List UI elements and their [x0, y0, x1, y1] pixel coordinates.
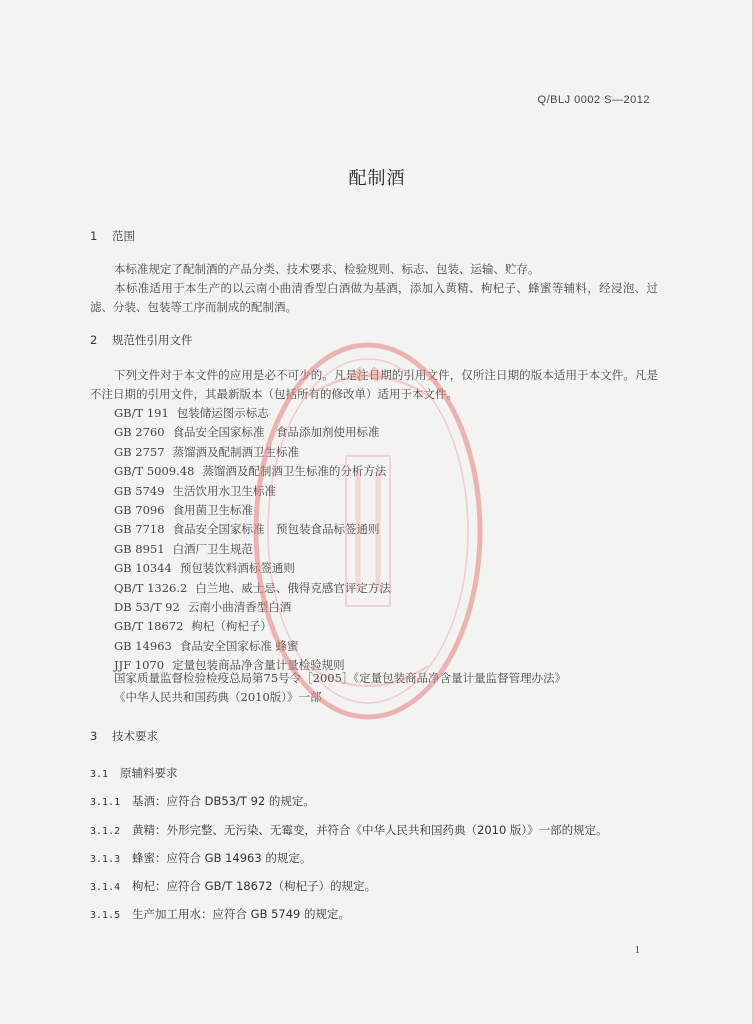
clause-text: 枸杞：应符合 GB/T 18672（枸杞子）的规定。	[132, 879, 377, 893]
reference-code: GB 7718	[114, 522, 165, 537]
reference-item	[114, 501, 391, 520]
reference-list	[114, 404, 391, 675]
reference-code: GB 2757	[114, 444, 165, 459]
section-2-heading	[90, 332, 193, 348]
section-3-title: 技术要求	[112, 729, 158, 743]
clause-number: 3.1.5	[90, 910, 121, 921]
reference-title: 预包装饮料酒标签通则	[179, 561, 295, 576]
clause-text: 基酒：应符合 DB53/T 92 的规定。	[132, 794, 315, 808]
reference-title: 云南小曲清香型白酒	[187, 599, 292, 614]
reference-title: 食品安全国家标准 食品添加剂使用标准	[172, 425, 380, 440]
reference-title: 白酒厂卫生规范	[172, 541, 254, 556]
reference-title: 食用菌卫生标准	[172, 502, 254, 517]
section-1-number: 1	[90, 229, 98, 243]
reference-code: QB/T 1326.2	[114, 580, 188, 595]
reference-code: GB 14963	[114, 638, 172, 653]
reference-title: 白兰地、威士忌、俄得克感官评定方法	[195, 580, 391, 595]
references-intro: 下列文件对于本文件的应用是必不可少的。凡是注日期的引用文件，仅所注日期的版本适用于本文件。凡是不注日期的引用文件，其最新版本（包括所有的修改单）适用于本文件。	[90, 368, 658, 401]
reference-item	[114, 579, 391, 598]
reference-code: GB 8951	[114, 541, 165, 556]
clause-number: 3.1.2	[90, 826, 121, 837]
clause-3-1-5	[90, 906, 350, 922]
section-1-heading	[90, 228, 135, 244]
reference-title: 包装储运图示标志	[176, 406, 269, 420]
standard-code: Q/BLJ 0002 S—2012	[537, 94, 650, 106]
section-2-number: 2	[90, 333, 98, 347]
reference-item	[114, 540, 391, 559]
section-2-title: 规范性引用文件	[112, 333, 193, 347]
section-3-heading	[90, 728, 158, 744]
scope-paragraph-1: 本标准规定了配制酒的产品分类、技术要求、检验规则、标志、包装、运输、贮存。	[114, 262, 540, 276]
reference-code: GB 7096	[114, 502, 165, 517]
clause-number: 3.1.4	[90, 882, 121, 893]
reference-item	[114, 482, 391, 501]
reference-item	[114, 520, 391, 539]
section-3-number: 3	[90, 729, 98, 743]
document-title: 配制酒	[348, 168, 406, 189]
clause-3-1	[90, 765, 178, 781]
reference-item	[114, 637, 391, 656]
clause-number: 3.1.3	[90, 854, 121, 865]
clause-text: 生产加工用水：应符合 GB 5749 的规定。	[132, 907, 351, 921]
reference-title: 蒸馏酒及配制酒卫生标准	[172, 444, 300, 459]
reference-item	[114, 559, 391, 578]
reference-item	[114, 404, 391, 423]
clause-number: 3.1.1	[90, 797, 121, 808]
reference-regulation: 国家质量监督检验检疫总局第75号令［2005］《定量包装商品净含量计量监督管理办法》	[114, 671, 567, 685]
clause-3-1-1	[90, 793, 315, 809]
reference-item	[114, 598, 391, 617]
reference-title: 生活饮用水卫生标准	[172, 483, 277, 498]
section-1-title: 范围	[112, 229, 135, 243]
reference-title: 定量包装商品净含量计量检验规则	[172, 658, 345, 673]
clause-3-1-2	[90, 822, 608, 838]
scope-paragraph-2: 本标准适用于本生产的以云南小曲清香型白酒做为基酒，添加入黄精、枸杞子、蜂蜜等辅料，经浸泡、过滤、分装、包装等工序而制成的配制酒。	[90, 281, 658, 314]
clause-text: 蜂蜜：应符合 GB 14963 的规定。	[132, 851, 312, 865]
clause-3-1-3	[90, 850, 311, 866]
reference-title: 食品安全国家标准 预包装食品标签通则	[172, 522, 380, 537]
reference-item	[114, 462, 391, 481]
reference-code: GB 10344	[114, 561, 172, 576]
reference-code: GB/T 18672	[114, 619, 184, 634]
reference-code: DB 53/T 92	[114, 599, 180, 614]
reference-pharmacopoeia: 《中华人民共和国药典（2010版）》一部	[114, 690, 322, 704]
reference-title: 蒸馏酒及配制酒卫生标准的分析方法	[202, 464, 387, 479]
reference-title: 食品安全国家标准 蜂蜜	[179, 638, 299, 653]
reference-code: JJF 1070	[114, 658, 165, 673]
reference-item	[114, 617, 391, 636]
reference-code: GB/T 191	[114, 406, 169, 420]
reference-code: GB 2760	[114, 425, 165, 440]
reference-item	[114, 423, 391, 442]
clause-text: 黄精：外形完整、无污染、无霉变，并符合《中华人民共和国药典（2010 版）》一部的规定。	[132, 823, 608, 837]
reference-item	[114, 443, 391, 462]
clause-number: 3.1	[90, 769, 109, 780]
reference-code: GB/T 5009.48	[114, 464, 195, 479]
clause-text: 原辅料要求	[120, 766, 178, 780]
page-number: 1	[634, 944, 640, 956]
clause-3-1-4	[90, 878, 376, 894]
reference-code: GB 5749	[114, 483, 165, 498]
reference-title: 枸杞（枸杞子）	[191, 619, 272, 634]
